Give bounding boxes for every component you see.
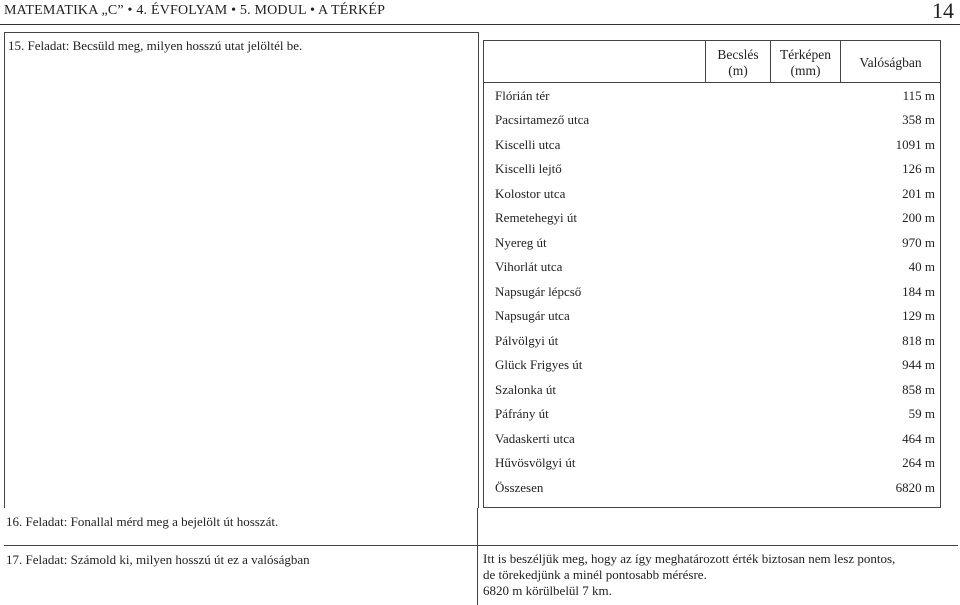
street-name: Glück Frigyes út bbox=[495, 357, 583, 372]
real-length: 264 m bbox=[902, 455, 935, 470]
street-name: Remetehegyi út bbox=[495, 210, 577, 225]
table-row bbox=[495, 455, 935, 479]
table-top-rule bbox=[483, 40, 940, 41]
street-name: Flórián tér bbox=[495, 88, 550, 103]
table-row bbox=[495, 210, 935, 234]
task-17-label: 17. Feladat: Számold ki, milyen hosszú út ez a valóságban bbox=[6, 552, 310, 567]
street-name: Hűvösvölgyi út bbox=[495, 455, 576, 470]
header-divider bbox=[0, 24, 960, 25]
task-16-bottom-rule bbox=[4, 545, 478, 546]
note-line-1: Itt is beszéljük meg, hogy az így meghatározott érték biztosan nem lesz pontos, bbox=[483, 551, 896, 566]
page-number: 14 bbox=[932, 0, 954, 23]
real-length: 818 m bbox=[902, 333, 935, 348]
street-name: Napsugár utca bbox=[495, 308, 570, 323]
task-16-divider bbox=[477, 508, 478, 546]
table-row bbox=[495, 406, 935, 430]
real-length: 126 m bbox=[902, 161, 935, 176]
task-15-label: 15. Feladat: Becsüld meg, milyen hosszú utat jelöltél be. bbox=[8, 38, 303, 53]
table-row bbox=[495, 161, 935, 185]
street-name: Vadaskerti utca bbox=[495, 431, 575, 446]
real-length: 40 m bbox=[908, 259, 935, 274]
real-length: 464 m bbox=[902, 431, 935, 446]
table-row bbox=[495, 186, 935, 210]
header-map-line1: Térképen bbox=[780, 47, 831, 62]
real-length: 201 m bbox=[902, 186, 935, 201]
table-row bbox=[495, 137, 935, 161]
header-map bbox=[771, 47, 840, 79]
table-bottom-rule bbox=[483, 507, 941, 508]
table-row bbox=[495, 88, 935, 112]
table-right-rule bbox=[940, 40, 941, 508]
task-16-label: 16. Feladat: Fonallal mérd meg a bejelölt út hosszát. bbox=[6, 514, 279, 529]
street-name: Pacsirtamező utca bbox=[495, 112, 590, 127]
street-name: Kiscelli utca bbox=[495, 137, 561, 152]
real-length: 358 m bbox=[902, 112, 935, 127]
table-row bbox=[495, 235, 935, 259]
real-length: 858 m bbox=[902, 382, 935, 397]
street-name: Nyereg út bbox=[495, 235, 547, 250]
real-length: 115 m bbox=[902, 88, 935, 103]
note-line-3: 6820 m körülbelül 7 km. bbox=[483, 583, 612, 598]
header-estimate bbox=[706, 47, 770, 79]
header-real: Valóságban bbox=[859, 55, 922, 70]
street-name: Páfrány út bbox=[495, 406, 549, 421]
street-name: Napsugár lépcső bbox=[495, 284, 582, 299]
header-map-line2: (mm) bbox=[790, 63, 821, 78]
street-name: Kiscelli lejtő bbox=[495, 161, 562, 176]
street-name: Vihorlát utca bbox=[495, 259, 563, 274]
header-bottom-rule bbox=[483, 82, 941, 83]
table-row bbox=[495, 357, 935, 381]
table-row bbox=[495, 431, 935, 455]
task-15-answer-area[interactable] bbox=[4, 32, 479, 508]
table-row-total bbox=[495, 480, 935, 504]
answer-note bbox=[483, 551, 958, 599]
table-row bbox=[495, 259, 935, 283]
table-row bbox=[495, 284, 935, 308]
real-length: 129 m bbox=[902, 308, 935, 323]
real-length: 59 m bbox=[908, 406, 935, 421]
street-name: Kolostor utca bbox=[495, 186, 566, 201]
real-length: 944 m bbox=[902, 357, 935, 372]
real-length: 200 m bbox=[902, 210, 935, 225]
total-label: Összesen bbox=[495, 480, 544, 495]
table-row bbox=[495, 308, 935, 332]
task-15-top-rule bbox=[4, 32, 478, 33]
task-17-divider bbox=[477, 545, 478, 605]
table-left-rule bbox=[483, 40, 484, 508]
header-estimate-line2: (m) bbox=[728, 63, 748, 78]
real-length: 1091 m bbox=[895, 137, 935, 152]
street-name: Pálvölgyi út bbox=[495, 333, 559, 348]
real-length: 970 m bbox=[902, 235, 935, 250]
table-row bbox=[495, 333, 935, 357]
table-row bbox=[495, 112, 935, 136]
task-17-top-rule bbox=[477, 545, 958, 546]
street-name: Szalonka út bbox=[495, 382, 557, 397]
real-length: 184 m bbox=[902, 284, 935, 299]
note-line-2: de törekedjünk a minél pontosabb mérésre. bbox=[483, 567, 707, 582]
total-length: 6820 m bbox=[895, 480, 935, 495]
table-row bbox=[495, 382, 935, 406]
worksheet-title: MATEMATIKA „C” • 4. ÉVFOLYAM • 5. MODUL • A TÉRKÉP bbox=[4, 3, 386, 18]
header-estimate-line1: Becslés bbox=[717, 47, 759, 62]
